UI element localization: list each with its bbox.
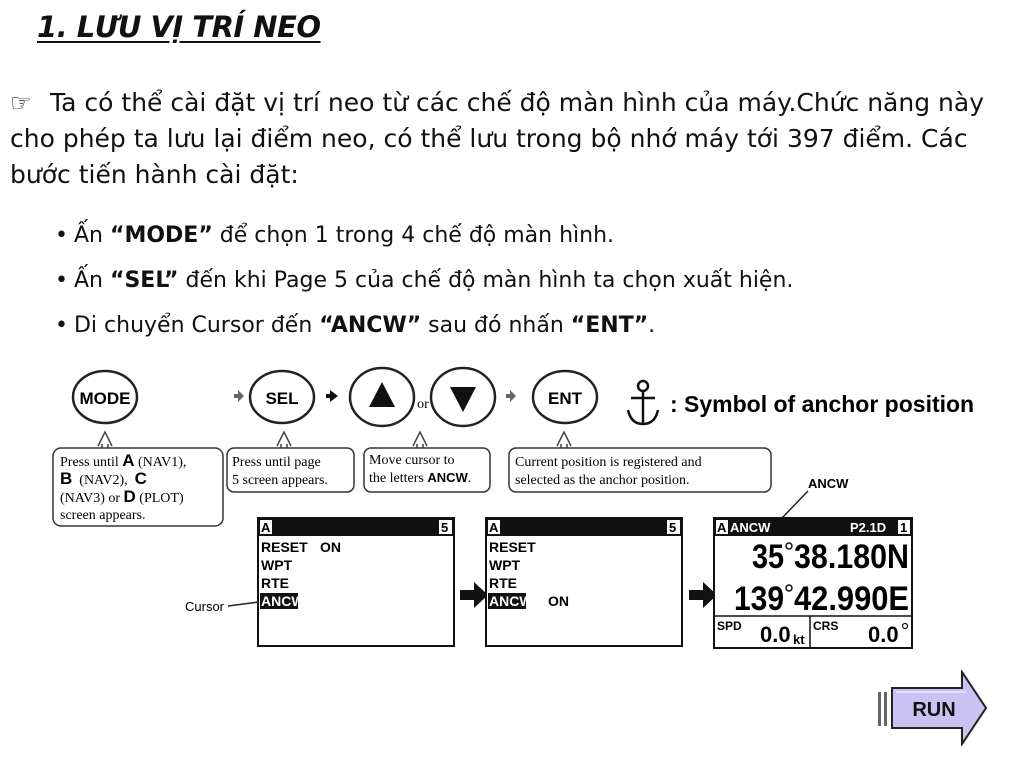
list-item	[55, 263, 793, 308]
or-label: or	[417, 397, 429, 412]
svg-text:the letters ANCW.: the letters ANCW.	[369, 470, 472, 486]
run-label: RUN	[912, 699, 956, 721]
svg-text:ON: ON	[320, 539, 341, 555]
svg-text:ANCW: ANCW	[261, 593, 305, 609]
sel-callout	[227, 448, 354, 492]
svg-text:139: 139	[734, 580, 784, 618]
step-text: đến khi Page 5 của chế độ màn hình ta chọn xuất hiện.	[178, 268, 794, 293]
up-key	[350, 368, 414, 426]
bullet-dot: •	[55, 268, 68, 293]
sel-key	[250, 371, 314, 423]
pointing-hand-icon: ☞	[10, 89, 32, 117]
list-item	[55, 308, 793, 353]
page-title: 1. LƯU VỊ TRÍ NEO	[37, 10, 321, 44]
svg-text:A: A	[489, 520, 499, 535]
mode-callout	[53, 448, 223, 526]
svg-text:A: A	[261, 520, 271, 535]
svg-text:5: 5	[441, 520, 449, 535]
step-key: “MODE”	[109, 223, 213, 248]
arrow-icon	[234, 390, 244, 402]
svg-text:selected as the anchor positio: selected as the anchor position.	[515, 473, 690, 488]
svg-text:5: 5	[669, 520, 677, 535]
svg-text:RESET: RESET	[261, 539, 308, 555]
step-text: Ấn	[73, 268, 110, 293]
ancw-pointer-label: ANCW	[808, 476, 849, 491]
list-item	[55, 218, 793, 263]
svg-text:ANCW: ANCW	[489, 593, 533, 609]
step-text: Ấn	[73, 223, 110, 248]
mode-key-label: MODE	[79, 389, 131, 408]
svg-text:ANCW: ANCW	[730, 520, 771, 535]
arrow-icon	[506, 390, 516, 402]
intro-text: Ta có thể cài đặt vị trí neo từ các chế độ màn hình của máy.Chức năng này cho phép ta lưu lại điểm neo, có thể lưu trong bộ nhớ máy tới 397 điểm. Các bước tiến hành cài đặt:	[10, 88, 984, 189]
svg-text:42.990E: 42.990E	[794, 580, 909, 618]
svg-text:(NAV3) or D (PLOT): (NAV3) or D (PLOT)	[60, 487, 184, 506]
svg-text:Move cursor to: Move cursor to	[369, 453, 455, 468]
procedure-svg	[30, 360, 990, 660]
step-key: “SEL”	[109, 268, 179, 293]
screen-page5-on	[486, 518, 682, 646]
step-text: Di chuyển Cursor đến	[73, 313, 320, 338]
arrow-callout	[364, 448, 490, 492]
steps-list	[55, 218, 793, 353]
bullet-dot: •	[55, 313, 68, 338]
down-key	[431, 368, 495, 426]
svg-text:35: 35	[752, 538, 784, 576]
mode-key	[73, 371, 137, 423]
sel-key-label: SEL	[265, 389, 299, 408]
ent-callout	[509, 448, 771, 492]
step-key: “ENT”	[570, 313, 649, 338]
cursor-pointer-line	[228, 602, 259, 606]
svg-text:WPT: WPT	[489, 557, 521, 573]
svg-text:RTE: RTE	[489, 575, 517, 591]
step-text: để chọn 1 trong 4 chế độ màn hình.	[212, 223, 615, 248]
ent-key-label: ENT	[548, 389, 582, 408]
ancw-pointer-line	[782, 491, 808, 518]
svg-text:WPT: WPT	[261, 557, 293, 573]
run-button[interactable]	[876, 670, 988, 746]
next-arrow-icon	[460, 582, 488, 608]
step-text: sau đó nhấn	[421, 313, 571, 338]
step-text: .	[648, 313, 656, 338]
bullet-dot: •	[55, 223, 68, 248]
next-arrow-icon	[689, 582, 717, 608]
svg-text:screen appears.: screen appears.	[60, 508, 146, 523]
svg-text:0.0: 0.0	[868, 622, 899, 647]
svg-text:Press until page: Press until page	[232, 455, 321, 470]
screen-anchor-position	[714, 518, 912, 648]
svg-text:5 screen appears.: 5 screen appears.	[232, 473, 329, 488]
cursor-label: Cursor	[185, 599, 225, 614]
svg-text:Press until A (NAV1),: Press until A (NAV1),	[60, 451, 187, 470]
screen-page5-cursor	[258, 518, 454, 646]
procedure-diagram	[30, 360, 990, 660]
arrow-icon	[326, 390, 338, 402]
svg-text:P2.1D: P2.1D	[850, 520, 887, 535]
ent-key	[533, 371, 597, 423]
svg-text:kt: kt	[793, 632, 805, 647]
svg-text:0.0: 0.0	[760, 622, 791, 647]
svg-text:1: 1	[900, 520, 908, 535]
svg-text:A: A	[717, 520, 727, 535]
svg-text:RTE: RTE	[261, 575, 289, 591]
svg-text:B (NAV2), C: B (NAV2), C	[60, 469, 147, 488]
svg-text:ON: ON	[548, 593, 569, 609]
anchor-symbol-caption: : Symbol of anchor position	[670, 391, 975, 417]
svg-text:RESET: RESET	[489, 539, 536, 555]
svg-text:CRS: CRS	[813, 619, 839, 633]
svg-text:Current position is registered: Current position is registered and	[515, 455, 702, 470]
svg-text:38.180N: 38.180N	[794, 538, 909, 576]
callout-pointers	[98, 432, 571, 448]
svg-text:SPD: SPD	[717, 619, 742, 633]
intro-paragraph	[10, 85, 995, 193]
anchor-icon	[628, 381, 658, 424]
step-key: “ANCW”	[319, 313, 422, 338]
